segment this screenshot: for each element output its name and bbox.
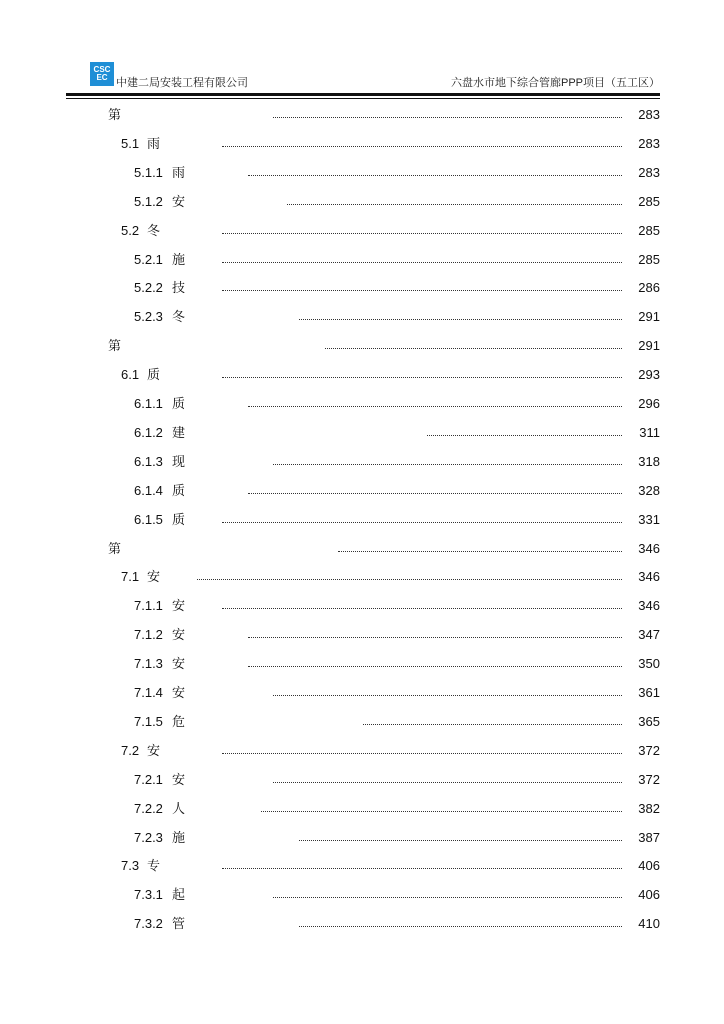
toc-entry-title: 安 [172,627,186,643]
toc-page-number: 285 [638,193,660,209]
toc-entry[interactable] [0,909,724,938]
toc-page-number: 410 [638,916,660,932]
toc-dot-leader [261,800,622,812]
toc-entry[interactable] [0,129,724,158]
toc-page-number: 318 [638,453,660,469]
toc-entry[interactable] [0,505,724,534]
toc-page-number: 347 [638,627,660,643]
toc-entry-number: 6.1.4 [134,482,163,498]
toc-entry-title: 安 [172,656,186,672]
toc-dot-leader [222,511,622,523]
toc-dot-leader [222,135,622,147]
company-name: 中建二局安装工程有限公司 [116,77,248,89]
toc-entry-number: 6.1.1 [134,396,163,411]
toc-dot-leader [299,915,622,927]
toc-entry-number: 7.2.3 [134,829,163,845]
toc-entry-title: 人 [172,800,186,816]
toc-entry-title: 安 [172,598,186,614]
toc-page-number: 286 [638,280,660,296]
toc-entry-number: 第 [108,107,122,122]
toc-dot-leader [338,540,622,552]
toc-page-number: 283 [638,107,660,122]
toc-dot-leader [325,337,622,349]
toc-entry-number: 5.1.2 [134,193,163,209]
toc-dot-leader [273,106,622,118]
toc-dot-leader [273,771,622,783]
toc-entry-number: 5.2.1 [134,251,163,267]
toc-dot-leader [222,251,622,263]
toc-entry-title: 质 [172,511,186,527]
header-rule-thick [66,93,660,96]
toc-entry-number: 7.2.1 [134,771,163,787]
toc-entry-number: 第 [108,540,122,556]
toc-entry-number: 7.1.3 [134,656,163,672]
toc-page-number: 291 [638,309,660,325]
toc-entry-number: 7.1.5 [134,713,163,729]
toc-entry-title: 质 [147,367,161,383]
toc-dot-leader [222,279,622,291]
toc-page-number: 346 [638,598,660,614]
toc-entry-number: 6.1.5 [134,511,163,527]
toc-entry-number: 5.2.2 [134,280,163,296]
toc-entry[interactable] [0,158,724,187]
toc-entry[interactable] [0,765,724,794]
toc-entry[interactable] [0,562,724,591]
toc-page-number: 283 [638,135,660,151]
toc-page-number: 291 [638,338,660,354]
toc-dot-leader [248,655,622,667]
toc-entry[interactable] [0,245,724,274]
toc-entry-number: 5.2 [121,222,140,238]
toc-dot-leader [273,453,622,465]
toc-entry[interactable] [0,302,724,331]
toc-dot-leader [273,684,622,696]
toc-entry-title: 安 [172,685,186,700]
toc-entry-title: 雨 [147,135,161,151]
header-rule-thin [66,98,660,99]
logo-text-top: CSC [93,65,111,74]
toc-entry[interactable] [0,216,724,245]
toc-entry[interactable] [0,273,724,302]
toc-entry-title: 施 [172,251,186,267]
toc-entry-number: 6.1.2 [134,424,163,440]
toc-entry-title: 雨 [172,164,186,180]
toc-entry[interactable] [0,418,724,447]
toc-entry-title: 冬 [147,222,161,238]
toc-entry-number: 5.2.3 [134,309,163,325]
toc-page-number: 331 [638,511,660,527]
toc-entry[interactable] [0,389,724,418]
toc-page-number: 406 [638,887,660,903]
toc-entry-title: 质 [172,396,186,411]
toc-page-number: 346 [638,569,660,585]
page-header [90,62,660,96]
toc-entry[interactable] [0,707,724,736]
toc-page-number: 328 [638,482,660,498]
toc-page-number: 285 [638,251,660,267]
toc-dot-leader [248,626,622,638]
toc-page-number: 346 [638,540,660,556]
toc-entry-number: 6.1.3 [134,453,163,469]
toc-dot-leader [299,829,622,841]
toc-dot-leader [248,482,622,494]
toc-entry[interactable] [0,100,724,129]
toc-dot-leader [222,222,622,234]
toc-entry-title: 质 [172,482,186,498]
toc-entry-title: 起 [172,887,186,903]
toc-entry-title: 建 [172,424,186,440]
toc-dot-leader [273,886,622,898]
toc-dot-leader [248,395,622,407]
toc-entry[interactable] [0,678,724,707]
toc-page-number: 372 [638,771,660,787]
toc-entry-title: 安 [172,771,186,787]
toc-entry-title: 技 [172,280,186,296]
toc-page-number: 293 [638,367,660,383]
toc-page-number: 382 [638,800,660,816]
toc-entry[interactable] [0,880,724,909]
toc-entry[interactable] [0,476,724,505]
toc-entry-title: 专 [147,858,161,874]
toc-entry-number: 5.1 [121,135,140,151]
toc-page-number: 285 [638,222,660,238]
toc-page-number: 296 [638,396,660,411]
toc-entry-title: 安 [147,569,161,585]
toc-entry[interactable] [0,331,724,360]
toc-entry[interactable] [0,649,724,678]
toc-dot-leader [222,597,622,609]
toc-entry-number: 第 [108,338,122,354]
toc-dot-leader [299,308,622,320]
logo-text-bottom: EC [96,73,108,82]
toc-entry-number: 7.1.4 [134,685,163,700]
toc-entry-number: 7.2 [121,742,140,758]
toc-entry[interactable] [0,823,724,852]
toc-entry-number: 7.1 [121,569,140,585]
toc-dot-leader [427,424,622,436]
toc-entry-title: 现 [172,453,186,469]
toc-dot-leader [222,366,622,378]
toc-dot-leader [287,193,622,205]
toc-page-number: 406 [638,858,660,874]
toc-page-number: 311 [639,424,660,440]
toc-entry[interactable] [0,360,724,389]
toc-page-number: 350 [638,656,660,672]
toc-entry-title: 施 [172,829,186,845]
toc-entry-number: 7.2.2 [134,800,163,816]
toc-entry[interactable] [0,591,724,620]
toc-entry-number: 7.3.2 [134,916,163,932]
toc-entry-title: 冬 [172,309,186,325]
toc-entry-number: 7.1.2 [134,627,163,643]
toc-page-number: 361 [638,685,660,700]
toc-entry-number: 7.1.1 [134,598,163,614]
project-name: 六盘水市地下综合管廊PPP项目（五工区） [450,77,660,89]
toc-dot-leader [222,742,622,754]
toc-entry[interactable] [0,187,724,216]
toc-entry[interactable] [0,736,724,765]
toc-page-number: 283 [638,164,660,180]
company-logo [90,62,114,86]
toc-page-number: 365 [638,713,660,729]
toc-entry-number: 5.1.1 [134,164,163,180]
toc-dot-leader [197,568,622,580]
toc-entry-number: 7.3 [121,858,140,874]
toc-entry[interactable] [0,620,724,649]
toc-entry-number: 7.3.1 [134,887,163,903]
toc-entry-title: 危 [172,713,186,729]
toc-entry-number: 6.1 [121,367,140,383]
toc-entry[interactable] [0,851,724,880]
toc-dot-leader [363,713,622,725]
toc-entry[interactable] [0,794,724,823]
toc-entry-title: 安 [147,742,161,758]
toc-entry-title: 管 [172,916,186,932]
toc-dot-leader [222,857,622,869]
toc-page-number: 372 [638,742,660,758]
toc-dot-leader [248,164,622,176]
toc-entry[interactable] [0,447,724,476]
toc-page-number: 387 [638,829,660,845]
toc-entry-title: 安 [172,193,186,209]
toc-entry[interactable] [0,534,724,563]
